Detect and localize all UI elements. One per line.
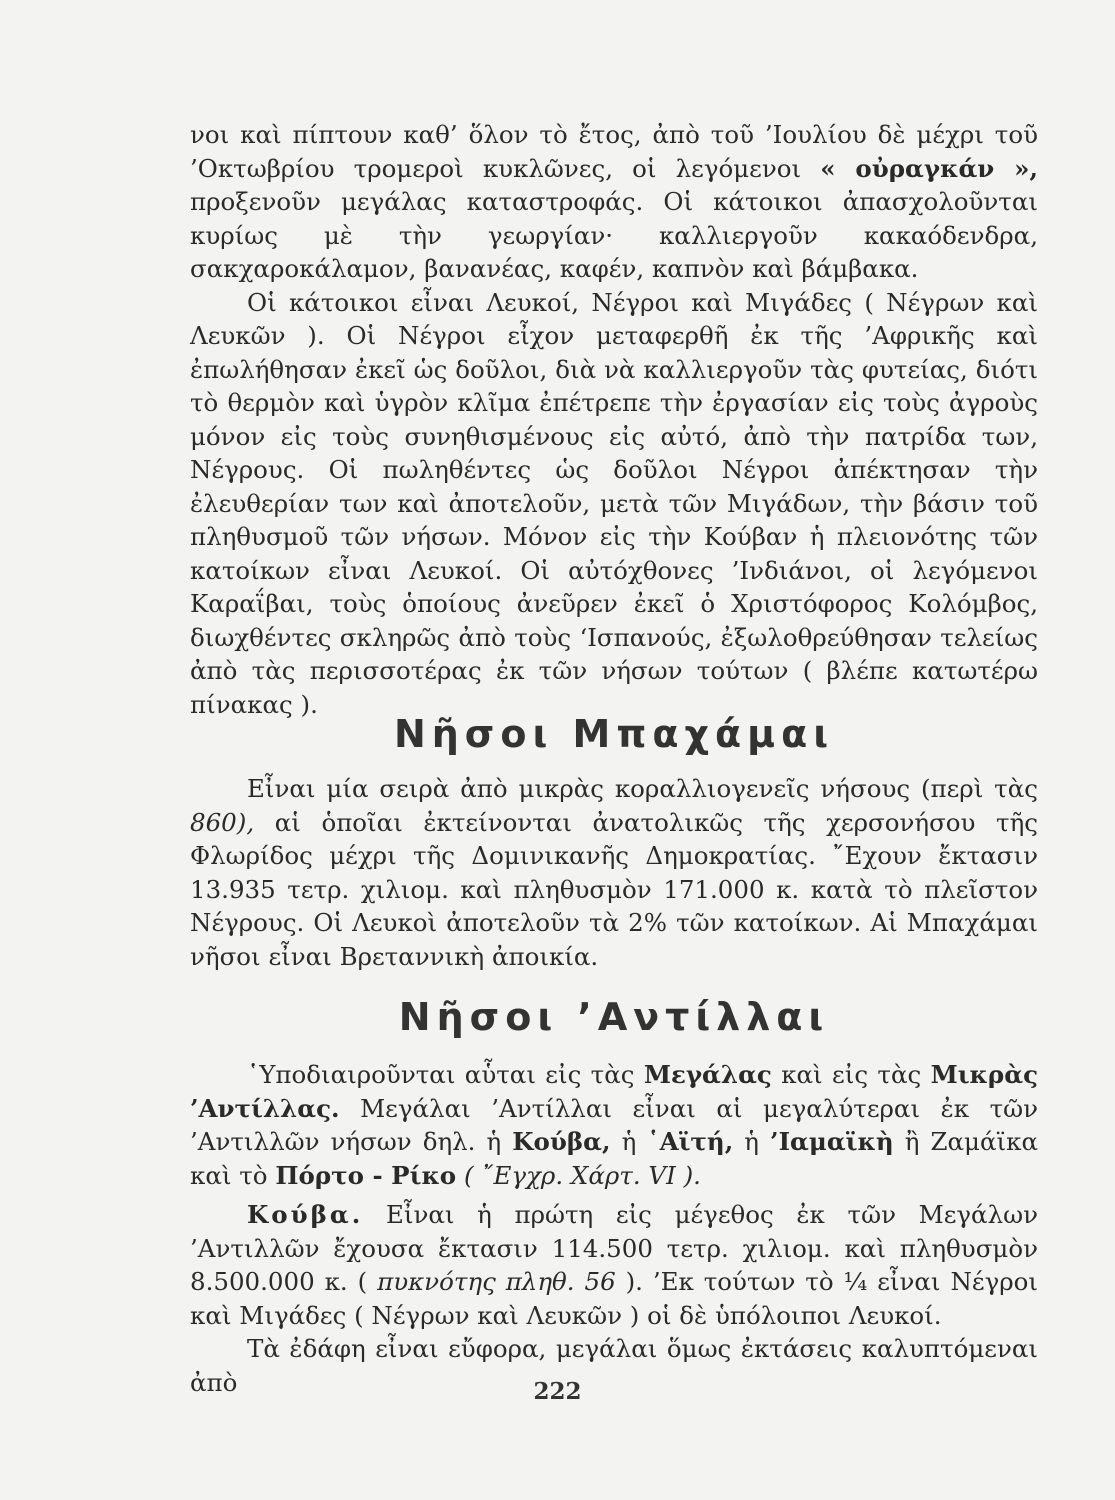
section-bahamas bbox=[190, 772, 1038, 973]
heading-antilles: Νῆσοι ’Αντίλλαι bbox=[398, 995, 830, 1039]
paragraph-antilles: ῾Υποδιαιροῦνται αὗται εἰς τὰς Μεγάλας καὶ εἰς τὰς Μικρὰς ’Αντίλλας. Μεγάλαι ’Αντίλλαι εἶναι αἱ μεγαλύτεραι ἐκ τῶν ’Αντιλλῶν νήσων δηλ. ἡ Κούβα, ἡ ῾Αϊτή, ἡ ’Ιαμαϊκὴ ἢ Ζαμάϊκα καὶ τὸ Πόρτο - Ρίκο ( ῎Εγχρ. Χάρτ. VI ). bbox=[190, 1060, 1038, 1190]
paragraph-hurricanes: νοι καὶ πίπτουν καθ’ ὅλον τὸ ἔτος, ἀπὸ τοῦ ’Ιουλίου δὲ μέχρι τοῦ ’Οκτωβρίου τρομεροὶ κυκλῶνες, οἱ λεγόμενοι « οὐραγκάν », προξενοῦν μεγάλας καταστροφάς. Οἱ κάτοικοι ἀπασχολοῦνται κυρίως μὲ τὴν γεωργίαν· καλλιεργοῦν κακαόδενδρα, σακχαροκάλαμον, βανανέας, καφέν, καπνὸν καὶ βάμβακα. bbox=[190, 120, 1039, 283]
paragraph-bahamas: Εἶναι μία σειρὰ ἀπὸ μικρὰς κοραλλιογενεῖς νήσους (περὶ τὰς 860), αἱ ὁποῖαι ἐκτείνονται ἀνατολικῶς τῆς χερσονήσου τῆς Φλωρίδος μέχρι τῆς Δομινικανῆς Δημοκρατίας. ῎Εχουν ἔκτασιν 13.935 τετρ. χιλιομ. καὶ πληθυσμὸν 171.000 κ. κατὰ τὸ πλεῖστον Νέγρους. Οἱ Λευκοὶ ἀποτελοῦν τὰ 2% τῶν κατοίκων. Αἱ Μπαχάμαι νῆσοι εἶναι Βρεταννικὴ ἀποικία. bbox=[190, 774, 1038, 971]
section-antilles bbox=[190, 1058, 1038, 1399]
paragraph-population: Οἱ κάτοικοι εἶναι Λευκοί, Νέγροι καὶ Μιγάδες ( Νέγρων καὶ Λευκῶν ). Οἱ Νέγροι εἶχον μεταφερθῆ ἐκ τῆς ’Αφρικῆς καὶ ἐπωλήθησαν ἐκεῖ ὡς δοῦλοι, διὰ νὰ καλλιεργοῦν τὰς φυτείας, διότι τὸ θερμὸν καὶ ὑγρὸν κλῖμα ἐπέτρεπε τὴν ἐργασίαν εἰς τοὺς ἀγροὺς μόνον εἰς τοὺς συνηθισμένους εἰς αὐτό, ἀπὸ τὴν πατρίδα των, Νέγρους. Οἱ πωληθέντες ὡς δοῦλοι Νέγροι ἀπέκτησαν τὴν ἐλευθερίαν των καὶ ἀποτελοῦν, μετὰ τῶν Μιγάδων, τὴν βάσιν τοῦ πληθυσμοῦ τῶν νήσων. Μόνον εἰς τὴν Κούβαν ἡ πλειονότης τῶν κατοίκων εἶναι Λευκοί. Οἱ αὐτόχθονες ’Ινδιάνοι, οἱ λεγόμενοι Καραΐβαι, τοὺς ὁποίους ἀνεῦρεν ἐκεῖ ὁ Χριστόφορος Κολόμβος, διωχθέντες σκληρῶς ἀπὸ τοὺς ‘Ισπανούς, ἐξωλοθρεύθησαν τελείως ἀπὸ τὰς περισσοτέρας ἐκ τῶν νήσων τούτων ( βλέπε κατωτέρω πίνακας ). bbox=[190, 287, 1038, 719]
paragraph-cuba-soil: Τὰ ἐδάφη εἶναι εὔφορα, μεγάλαι ὅμως ἐκτάσεις καλυπτόμεναι ἀπὸ bbox=[190, 1334, 1038, 1397]
body-text-top bbox=[190, 118, 1038, 721]
page-number: 222 bbox=[533, 1378, 582, 1405]
heading-bahamas: Νῆσοι Μπαχάμαι bbox=[393, 712, 835, 756]
paragraph-cuba: Κούβα. Εἶναι ἡ πρώτη εἰς μέγεθος ἐκ τῶν Μεγάλων ’Αντιλλῶν ἔχουσα ἔκτασιν 114.500 τετρ. χιλιομ. καὶ πληθυσμὸν 8.500.000 κ. ( πυκνότης πληθ. 56 ). ’Εκ τούτων τὸ ¼ εἶναι Νέγροι καὶ Μιγάδες ( Νέγρων καὶ Λευκῶν ) οἱ δὲ ὑπόλοιποι Λευκοί. bbox=[190, 1200, 1038, 1330]
